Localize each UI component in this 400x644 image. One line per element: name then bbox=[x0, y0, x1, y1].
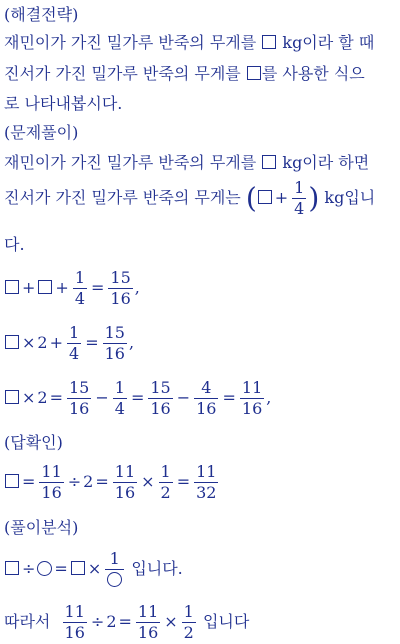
solution-line-1: 재민이가 가진 밀가루 반죽의 무게를 kg이라 하면 bbox=[4, 153, 370, 172]
fraction-one-quarter: $\frac{1}{4}$ bbox=[294, 178, 305, 218]
equation-answer: = $\frac{11}{16}$ ÷ 2 = $\frac{11}{16}$ × $\frac{1}{2}$ = $\frac{11}{32}$ bbox=[4, 460, 220, 504]
blank-box bbox=[262, 155, 276, 169]
solution-line-3: 다. bbox=[4, 235, 25, 254]
solution-line-2: 진서가 가진 밀가루 반죽의 무게는 ( + $\frac{1}{4}$ ) kg입니 bbox=[4, 178, 376, 218]
strategy-line-1: 재민이가 가진 밀가루 반죽의 무게를 kg이라 할 때 bbox=[4, 33, 375, 52]
final-statement: 따라서 $\frac{11}{16}$ ÷ 2 = $\frac{11}{16}$ × $\frac{1}{2}$ 입니다 bbox=[4, 602, 250, 642]
circle-symbol bbox=[37, 561, 52, 576]
section-title-strategy: (해결전략) bbox=[4, 5, 79, 24]
section-title-check: (답확인) bbox=[4, 433, 63, 452]
section-title-solution: (문제풀이) bbox=[4, 123, 79, 142]
blank-box bbox=[262, 35, 276, 49]
equation-1: + + $\frac{1}{4}$ = $\frac{15}{16}$ , bbox=[4, 266, 140, 310]
equation-analysis: ÷ = × 1 입니다. bbox=[4, 546, 183, 592]
strategy-line-3: 로 나타내봅시다. bbox=[4, 94, 123, 113]
blank-box bbox=[247, 66, 261, 80]
equation-2: × 2 + $\frac{1}{4}$ = $\frac{15}{16}$ , bbox=[4, 321, 134, 365]
blank-box bbox=[258, 190, 272, 204]
strategy-line-2: 진서가 가진 밀가루 반죽의 무게를 를 사용한 식으 bbox=[4, 64, 365, 83]
equation-3: × 2 = $\frac{15}{16}$ − $\frac{1}{4}$ = $\frac{15}{16}$ − $\frac{4}{16}$ = $\frac{11}{16}$ , bbox=[4, 376, 271, 420]
section-title-analysis: (풀이분석) bbox=[4, 518, 79, 537]
